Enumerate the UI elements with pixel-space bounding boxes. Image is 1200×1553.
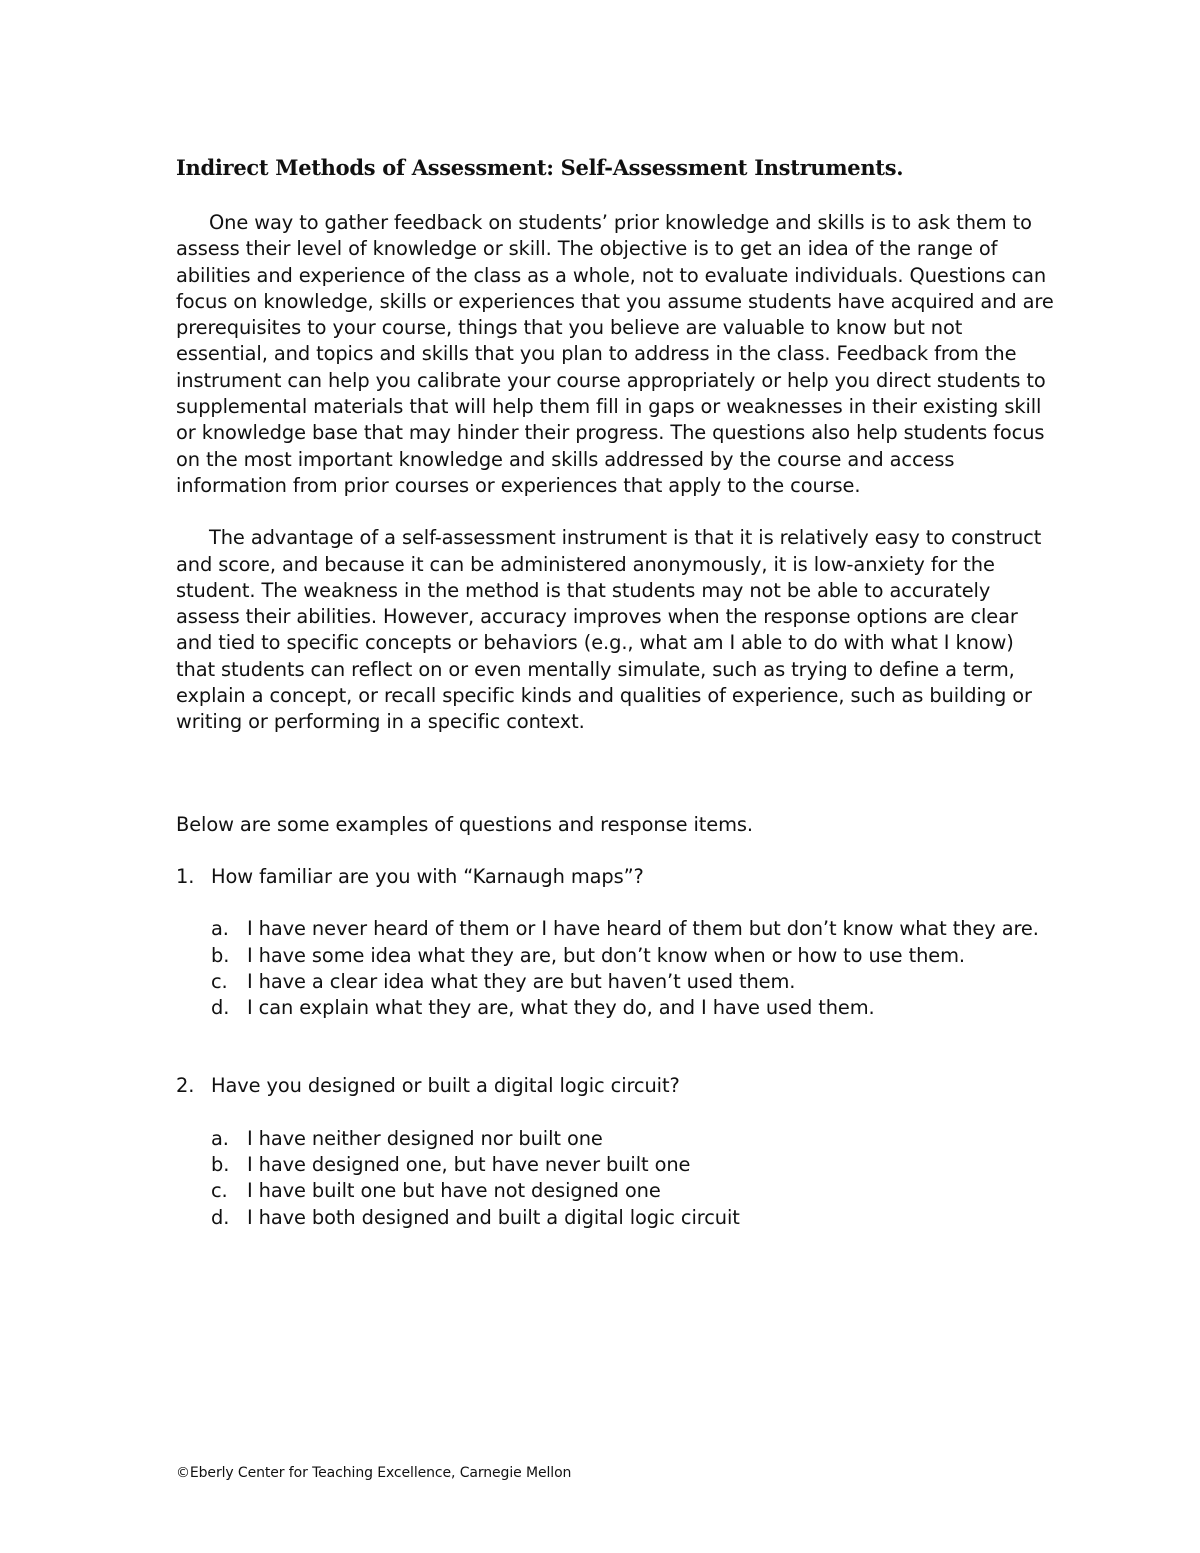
question-text: How familiar are you with “Karnaugh maps”? bbox=[211, 864, 644, 888]
option-text: I have never heard of them or I have heard of them but don’t know what they are. bbox=[247, 917, 1039, 941]
option-label: c. bbox=[211, 1179, 228, 1203]
option-label: a. bbox=[211, 917, 229, 941]
examples-intro: Below are some examples of questions and response items. bbox=[176, 812, 753, 836]
option-text: I have both designed and built a digital logic circuit bbox=[247, 1205, 740, 1229]
paragraph-advantages: The advantage of a self-assessment instrument is that it is relatively easy to construct and score, and because it can be administered anonymously, it is low-anxiety for the student. The weakness in the method is that students may not be able to accurately assess their abilities. However, accuracy improves when the response options are clear and tied to specific concepts or behaviors (e.g., what am I able to do with what I know) that students can reflect on or even mentally simulate, such as trying to define a term, explain a concept, or recall specific kinds and qualities of experience, such as building or writing or performing in a specific context. bbox=[176, 526, 1042, 734]
option-text: I can explain what they are, what they do, and I have used them. bbox=[247, 996, 875, 1020]
question-1-options bbox=[211, 916, 1051, 1021]
option-text: I have some idea what they are, but don’t know when or how to use them. bbox=[247, 943, 965, 967]
copyright-footer: ©Eberly Center for Teaching Excellence, Carnegie Mellon bbox=[176, 1465, 572, 1481]
option-label: d. bbox=[211, 996, 230, 1020]
paragraph-feedback: One way to gather feedback on students’ prior knowledge and skills is to ask them to assess their level of knowledge or skill. The objective is to get an idea of the range of abilities and experience of the class as a whole, not to evaluate individuals. Questions can focus on knowledge, skills or experiences that you assume students have acquired and are prerequisites to your course, things that you believe are valuable to know but not essential, and topics and skills that you plan to address in the class. Feedback from the instrument can help you calibrate your course appropriately or help you direct students to supplemental materials that will help them fill in gaps or weaknesses in their existing skill or knowledge base that may hinder their progress. The questions also help students focus on the most important knowledge and skills addressed by the course and access information from prior courses or experiences that apply to the course. bbox=[176, 211, 1054, 497]
list-item bbox=[211, 916, 1051, 942]
option-label: a. bbox=[211, 1126, 229, 1150]
option-label: b. bbox=[211, 1153, 230, 1177]
page-title: Indirect Methods of Assessment: Self-Assessment Instruments. bbox=[176, 155, 904, 180]
question-number: 2. bbox=[176, 1074, 195, 1098]
list-item bbox=[211, 943, 1051, 969]
list-item bbox=[211, 995, 1051, 1021]
list-item bbox=[211, 1152, 1051, 1178]
option-text: I have designed one, but have never built one bbox=[247, 1153, 691, 1177]
list-item bbox=[211, 1126, 1051, 1152]
question-text: Have you designed or built a digital logic circuit? bbox=[211, 1074, 680, 1098]
option-label: d. bbox=[211, 1205, 230, 1229]
question-2-options bbox=[211, 1126, 1051, 1231]
list-item bbox=[211, 1178, 1051, 1204]
question-2 bbox=[176, 1073, 1066, 1099]
option-text: I have built one but have not designed one bbox=[247, 1179, 661, 1203]
question-number: 1. bbox=[176, 864, 195, 888]
option-label: b. bbox=[211, 943, 230, 967]
option-text: I have neither designed nor built one bbox=[247, 1126, 603, 1150]
document-page bbox=[176, 150, 1066, 1231]
option-text: I have a clear idea what they are but haven’t used them. bbox=[247, 969, 796, 993]
list-item bbox=[211, 1205, 1051, 1231]
option-label: c. bbox=[211, 969, 228, 993]
question-1 bbox=[176, 864, 1066, 890]
list-item bbox=[211, 969, 1051, 995]
